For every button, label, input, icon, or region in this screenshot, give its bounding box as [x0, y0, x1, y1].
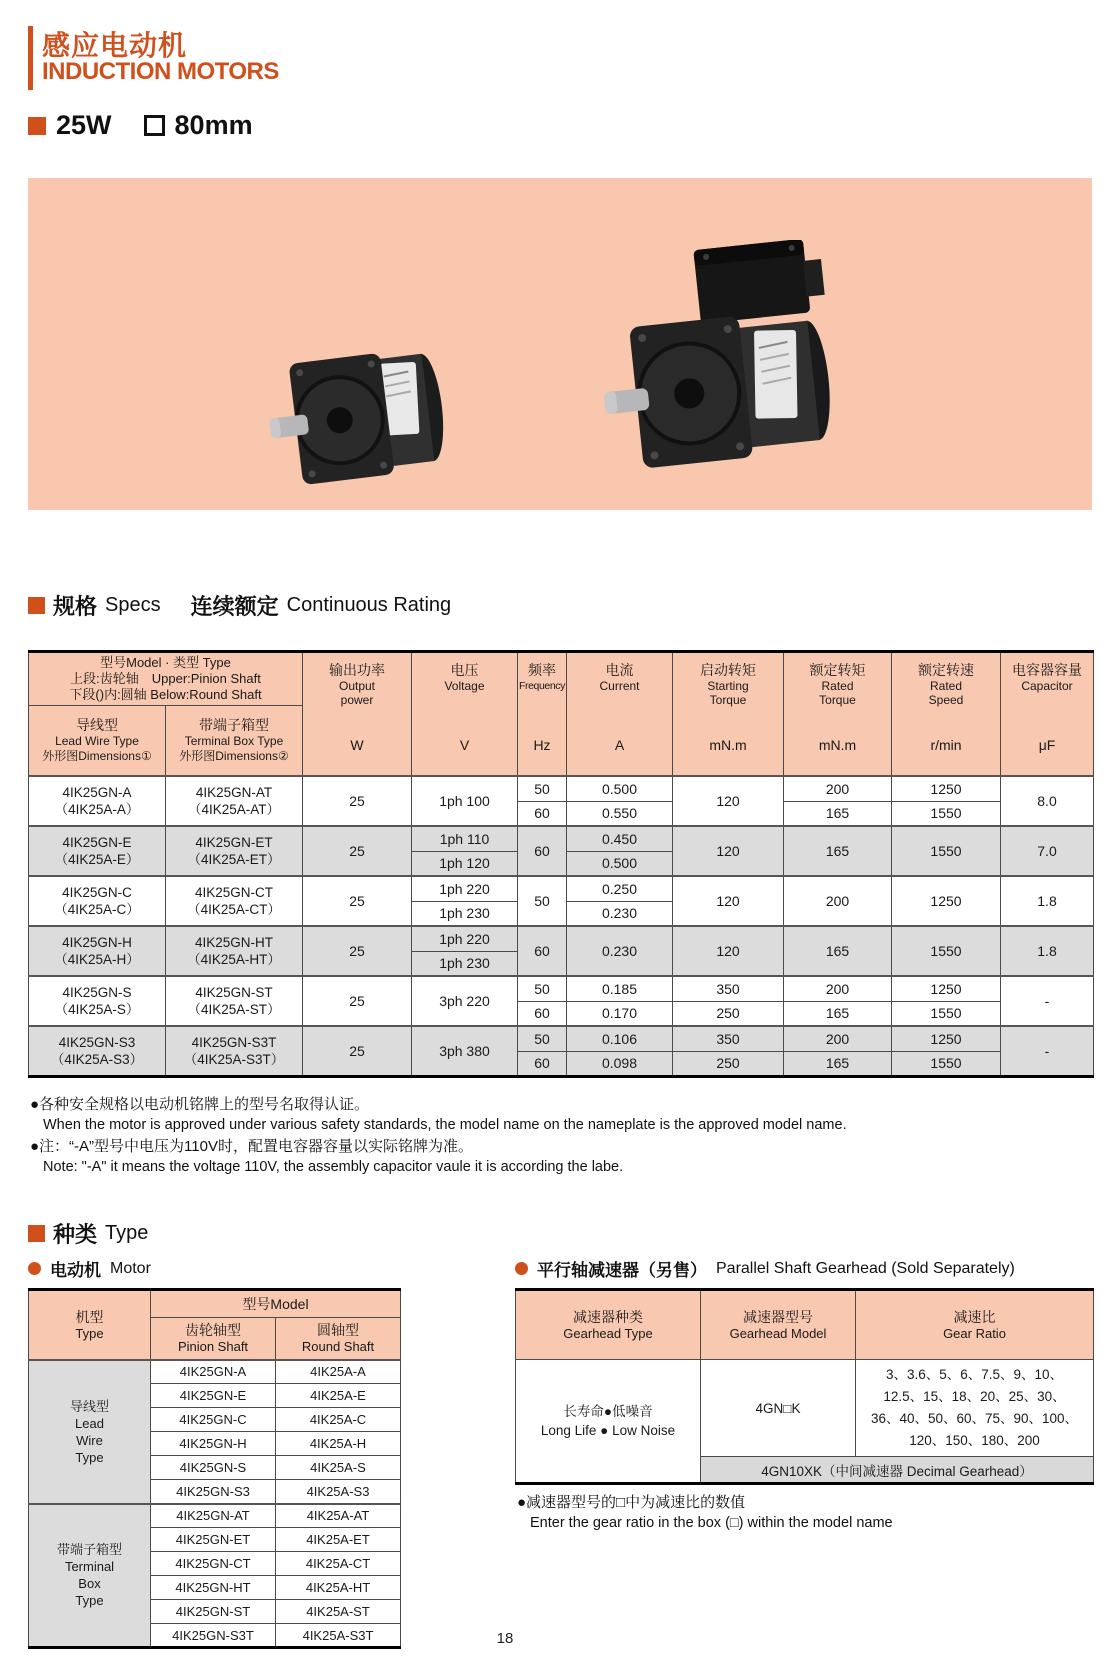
- rated-speed-value: 1250: [892, 976, 1001, 1001]
- frequency-value: 60: [518, 801, 567, 826]
- frequency-value: 60: [518, 826, 567, 876]
- note-1-cn: ●各种安全规格以电动机铭牌上的型号名取得认证。: [30, 1096, 370, 1113]
- col-rated-torque: 额定转矩 Rated Torque mN.m: [784, 652, 892, 777]
- current-value: 0.098: [567, 1051, 673, 1076]
- section-marker-square-icon: [28, 597, 45, 614]
- type-section-heading: [28, 1218, 148, 1249]
- page-number: 18: [496, 1630, 514, 1647]
- rated-speed-value: 1550: [892, 1051, 1001, 1076]
- round-shaft-model: 4IK25A-S: [276, 1456, 401, 1480]
- rated-torque-value: 165: [784, 801, 892, 826]
- pinion-shaft-model: 4IK25GN-S3T: [151, 1624, 276, 1648]
- size-heading: [28, 110, 253, 141]
- voltage-value: 3ph 220: [412, 976, 518, 1026]
- motor-type-table: [28, 1288, 401, 1649]
- bullet-circle-icon: [515, 1262, 528, 1275]
- rating-heading-cn: 连续额定: [190, 594, 279, 619]
- note-2-en: Note: "-A" it means the voltage 110V, the assembly capacitor vaule it is according the labe.: [43, 1159, 624, 1175]
- gearhead-model-value: 4GN□K: [701, 1360, 856, 1457]
- pinion-shaft-model: 4IK25GN-S3: [151, 1480, 276, 1504]
- round-shaft-model: 4IK25A-HT: [276, 1576, 401, 1600]
- round-shaft-model: 4IK25A-S3: [276, 1480, 401, 1504]
- capacitor-value: 8.0: [1001, 776, 1094, 826]
- current-value: 0.550: [567, 801, 673, 826]
- specs-heading-cn: 规格: [53, 594, 98, 619]
- decimal-gearhead-row: 4GN10XK（中间减速器 Decimal Gearhead）: [701, 1457, 1094, 1484]
- product-banner: [28, 178, 1092, 510]
- rated-speed-value: 1550: [892, 801, 1001, 826]
- bullet-circle-icon: [28, 1262, 41, 1275]
- type-heading-cn: 种类: [53, 1222, 98, 1247]
- voltage-value: 1ph 120: [412, 851, 518, 876]
- specs-table: [28, 650, 1093, 1078]
- col-voltage: 电压 Voltage V: [412, 652, 518, 777]
- page-title-en: INDUCTION MOTORS: [42, 58, 279, 85]
- current-value: 0.185: [567, 976, 673, 1001]
- output-power-value: 25: [303, 926, 412, 976]
- round-shaft-model: 4IK25A-S3T: [276, 1624, 401, 1648]
- terminal-box-subheader: 带端子箱型 Terminal Box Type 外形图Dimensions②: [166, 706, 303, 776]
- pinion-shaft-model: 4IK25GN-H: [151, 1432, 276, 1456]
- model-col-header: 型号Model: [151, 1290, 401, 1318]
- motor-subsection-label: 电动机 Motor: [28, 1256, 151, 1281]
- lead-wire-model: 4IK25GN-C （4IK25A-C）: [29, 876, 166, 926]
- rating-heading-en: Continuous Rating: [286, 594, 452, 616]
- output-power-value: 25: [303, 976, 412, 1026]
- specs-section-heading: [28, 590, 451, 621]
- pinion-shaft-model: 4IK25GN-CT: [151, 1552, 276, 1576]
- motor-type-col-header: 机型 Type: [29, 1290, 151, 1360]
- terminal-box-model: 4IK25GN-CT （4IK25A-CT）: [166, 876, 303, 926]
- frequency-value: 50: [518, 876, 567, 926]
- terminal-box-model: 4IK25GN-S3T （4IK25A-S3T）: [166, 1026, 303, 1076]
- motor-type-group-label: 带端子箱型 Terminal Box Type: [29, 1504, 151, 1648]
- rated-speed-value: 1550: [892, 926, 1001, 976]
- starting-torque-value: 120: [673, 876, 784, 926]
- note-2-cn: ●注：“-A”型号中电压为110V时，配置电容器容量以实际铭牌为准。: [30, 1138, 473, 1155]
- frequency-value: 60: [518, 926, 567, 976]
- gear-ratio-values: 3、3.6、5、6、7.5、9、10、12.5、15、18、20、25、30、36、40、50、60、75、90、100、120、150、180、200: [856, 1360, 1094, 1457]
- voltage-value: 1ph 230: [412, 901, 518, 926]
- lead-wire-model: 4IK25GN-H （4IK25A-H）: [29, 926, 166, 976]
- starting-torque-value: 120: [673, 776, 784, 826]
- starting-torque-value: 250: [673, 1001, 784, 1026]
- col-rated-speed: 额定转速 Rated Speed r/min: [892, 652, 1001, 777]
- frequency-value: 60: [518, 1051, 567, 1076]
- terminal-box-model: 4IK25GN-AT （4IK25A-AT）: [166, 776, 303, 826]
- gear-ratio-col-header: 减速比 Gear Ratio: [856, 1290, 1094, 1360]
- gearhead-subsection-label: 平行轴减速器（另售） Parallel Shaft Gearhead (Sold Separately): [515, 1256, 1015, 1281]
- rated-torque-value: 200: [784, 776, 892, 801]
- round-shaft-model: 4IK25A-CT: [276, 1552, 401, 1576]
- rated-speed-value: 1250: [892, 1026, 1001, 1051]
- rated-speed-value: 1550: [892, 1001, 1001, 1026]
- pinion-shaft-model: 4IK25GN-ET: [151, 1528, 276, 1552]
- pinion-shaft-model: 4IK25GN-E: [151, 1384, 276, 1408]
- frequency-value: 50: [518, 776, 567, 801]
- frequency-value: 50: [518, 976, 567, 1001]
- spec-notes: [30, 1094, 1080, 1178]
- gearhead-model-col-header: 减速器型号 Gearhead Model: [701, 1290, 856, 1360]
- frame-size-label: 80mm: [174, 110, 253, 140]
- starting-torque-value: 350: [673, 976, 784, 1001]
- current-value: 0.230: [567, 926, 673, 976]
- gearhead-note: [517, 1492, 1077, 1534]
- terminal-box-model: 4IK25GN-ET （4IK25A-ET）: [166, 826, 303, 876]
- terminal-box-model: 4IK25GN-HT （4IK25A-HT）: [166, 926, 303, 976]
- page-title-cn: 感应电动机: [42, 30, 188, 61]
- capacitor-value: 7.0: [1001, 826, 1094, 876]
- frame-size-square-icon: [144, 115, 165, 136]
- gearhead-type-value: 长寿命●低噪音 Long Life ● Low Noise: [516, 1360, 701, 1484]
- voltage-value: 1ph 230: [412, 951, 518, 976]
- rated-speed-value: 1250: [892, 876, 1001, 926]
- col-current: 电流 Current A: [567, 652, 673, 777]
- voltage-value: 1ph 220: [412, 926, 518, 951]
- lead-wire-motor-photo: [268, 316, 448, 506]
- type-heading-en: Type: [105, 1222, 149, 1244]
- section-marker-square-icon: [28, 1225, 45, 1242]
- output-power-value: 25: [303, 1026, 412, 1076]
- round-shaft-model: 4IK25A-E: [276, 1384, 401, 1408]
- output-power-value: 25: [303, 826, 412, 876]
- lead-wire-model: 4IK25GN-E （4IK25A-E）: [29, 826, 166, 876]
- pinion-shaft-model: 4IK25GN-ST: [151, 1600, 276, 1624]
- capacitor-value: 1.8: [1001, 876, 1094, 926]
- round-shaft-model: 4IK25A-ET: [276, 1528, 401, 1552]
- round-shaft-model: 4IK25A-H: [276, 1432, 401, 1456]
- model-header-cell: 型号Model · 类型 Type 上段:齿轮轴 Upper:Pinion Shaft 下段()内:圆轴 Below:Round Shaft: [29, 652, 303, 706]
- starting-torque-value: 250: [673, 1051, 784, 1076]
- rated-torque-value: 200: [784, 1026, 892, 1051]
- section-marker-square-icon: [28, 117, 46, 135]
- rated-torque-value: 165: [784, 826, 892, 876]
- capacitor-value: 1.8: [1001, 926, 1094, 976]
- gearhead-table: [515, 1288, 1094, 1485]
- gearhead-note-en: Enter the gear ratio in the box (□) within the model name: [530, 1515, 893, 1531]
- lead-wire-model: 4IK25GN-S （4IK25A-S）: [29, 976, 166, 1026]
- current-value: 0.500: [567, 851, 673, 876]
- frequency-value: 60: [518, 1001, 567, 1026]
- round-shaft-col-header: 圆轴型 Round Shaft: [276, 1318, 401, 1360]
- current-value: 0.250: [567, 876, 673, 901]
- round-shaft-model: 4IK25A-AT: [276, 1504, 401, 1528]
- round-shaft-model: 4IK25A-ST: [276, 1600, 401, 1624]
- pinion-shaft-model: 4IK25GN-A: [151, 1360, 276, 1384]
- voltage-value: 1ph 220: [412, 876, 518, 901]
- current-value: 0.106: [567, 1026, 673, 1051]
- rated-speed-value: 1550: [892, 826, 1001, 876]
- motor-type-group-label: 导线型 Lead Wire Type: [29, 1360, 151, 1504]
- round-shaft-model: 4IK25A-A: [276, 1360, 401, 1384]
- col-frequency: 频率 Frequency Hz: [518, 652, 567, 777]
- round-shaft-model: 4IK25A-C: [276, 1408, 401, 1432]
- pinion-shaft-col-header: 齿轮轴型 Pinion Shaft: [151, 1318, 276, 1360]
- output-power-value: 25: [303, 776, 412, 826]
- capacitor-value: -: [1001, 976, 1094, 1026]
- specs-heading-en: Specs: [105, 594, 161, 616]
- pinion-shaft-model: 4IK25GN-S: [151, 1456, 276, 1480]
- starting-torque-value: 120: [673, 926, 784, 976]
- lead-wire-model: 4IK25GN-A （4IK25A-A）: [29, 776, 166, 826]
- voltage-value: 3ph 380: [412, 1026, 518, 1076]
- col-starting-torque: 启动转矩 Starting Torque mN.m: [673, 652, 784, 777]
- voltage-value: 1ph 110: [412, 826, 518, 851]
- gearhead-type-col-header: 减速器种类 Gearhead Type: [516, 1290, 701, 1360]
- capacitor-value: -: [1001, 1026, 1094, 1076]
- voltage-value: 1ph 100: [412, 776, 518, 826]
- rated-torque-value: 165: [784, 1051, 892, 1076]
- rated-torque-value: 165: [784, 926, 892, 976]
- current-value: 0.500: [567, 776, 673, 801]
- pinion-shaft-model: 4IK25GN-HT: [151, 1576, 276, 1600]
- output-power-value: 25: [303, 876, 412, 926]
- gearhead-note-cn: ●减速器型号的□中为减速比的数值: [517, 1494, 746, 1511]
- col-output-power: 输出功率 Output power W: [303, 652, 412, 777]
- accent-bar: [28, 26, 33, 90]
- lead-wire-subheader: 导线型 Lead Wire Type 外形图Dimensions①: [29, 706, 166, 776]
- pinion-shaft-model: 4IK25GN-AT: [151, 1504, 276, 1528]
- terminal-box-model: 4IK25GN-ST （4IK25A-ST）: [166, 976, 303, 1026]
- current-value: 0.170: [567, 1001, 673, 1026]
- pinion-shaft-model: 4IK25GN-C: [151, 1408, 276, 1432]
- rated-torque-value: 165: [784, 1001, 892, 1026]
- starting-torque-value: 350: [673, 1026, 784, 1051]
- starting-torque-value: 120: [673, 826, 784, 876]
- power-rating-label: 25W: [56, 110, 112, 140]
- terminal-box-motor-photo: [596, 240, 846, 498]
- current-value: 0.230: [567, 901, 673, 926]
- rated-torque-value: 200: [784, 976, 892, 1001]
- current-value: 0.450: [567, 826, 673, 851]
- lead-wire-model: 4IK25GN-S3 （4IK25A-S3）: [29, 1026, 166, 1076]
- frequency-value: 50: [518, 1026, 567, 1051]
- col-capacitor: 电容器容量 Capacitor μF: [1001, 652, 1094, 777]
- rated-speed-value: 1250: [892, 776, 1001, 801]
- note-1-en: When the motor is approved under various safety standards, the model name on the nameplate is the approved model name.: [43, 1117, 847, 1133]
- rated-torque-value: 200: [784, 876, 892, 926]
